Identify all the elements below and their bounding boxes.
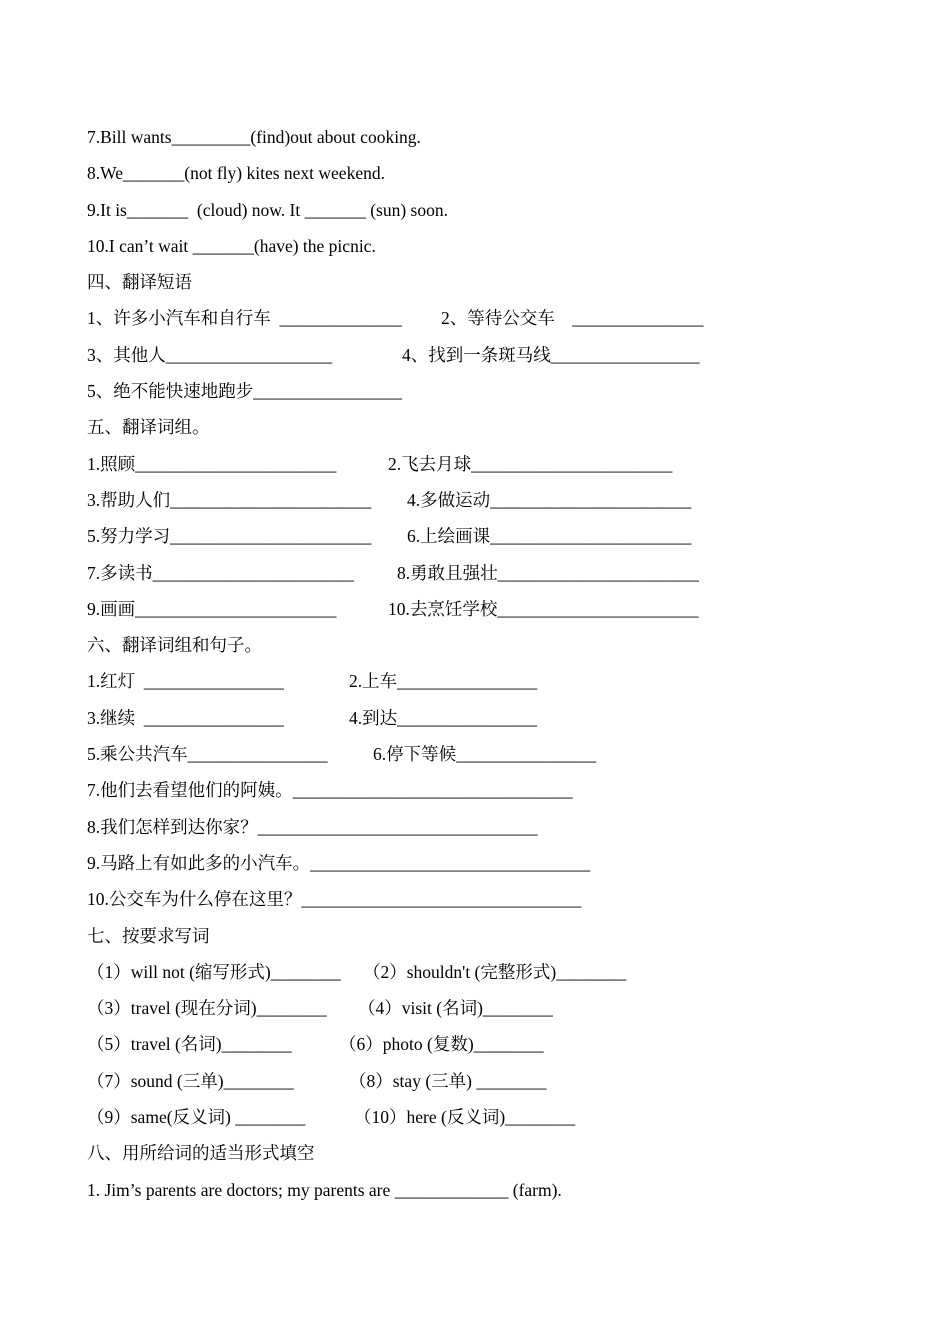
exercise-line	[87, 192, 887, 228]
line-text-right: 4.多做运动_______________________	[407, 489, 692, 510]
line-text: 10.I can’t wait _______(have) the picnic.	[87, 235, 376, 256]
line-text: 3.帮助人们_______________________	[87, 489, 372, 510]
exercise-line	[87, 1099, 887, 1135]
exercise-line	[87, 772, 887, 808]
exercise-line	[87, 809, 887, 845]
line-text: （5）travel (名词)________	[87, 1034, 292, 1055]
line-text-right: （8）stay (三单) ________	[349, 1070, 547, 1091]
line-text: 3、其他人___________________	[87, 344, 332, 365]
line-text: （7）sound (三单)________	[87, 1070, 294, 1091]
exercise-line	[87, 155, 887, 191]
line-text: （1）will not (缩写形式)________	[87, 961, 341, 982]
exercise-line	[87, 954, 887, 990]
section-title: 六、翻译词组和句子。	[87, 635, 262, 656]
worksheet-page	[87, 119, 887, 1208]
line-text: 7.他们去看望他们的阿姨。________________________________	[87, 780, 573, 801]
line-text-right: （10）here (反义词)________	[354, 1107, 576, 1128]
exercise-line	[87, 300, 887, 336]
section-title: 七、按要求写词	[87, 925, 210, 946]
exercise-line	[87, 591, 887, 627]
line-text: 1.红灯 ________________	[87, 671, 284, 692]
line-text-right: 2、等待公交车 _______________	[441, 308, 704, 329]
line-text: 5.努力学习_______________________	[87, 526, 372, 547]
line-text: 5、绝不能快速地跑步_________________	[87, 381, 402, 402]
exercise-line	[87, 1063, 887, 1099]
line-text: 1. Jim’s parents are doctors; my parents are _____________ (farm).	[87, 1179, 562, 1200]
line-text: 1.照顾_______________________	[87, 453, 337, 474]
section-heading	[87, 1135, 887, 1171]
line-text: （3）travel (现在分词)________	[87, 998, 327, 1019]
exercise-line	[87, 990, 887, 1026]
line-text: 3.继续 ________________	[87, 707, 284, 728]
section-heading	[87, 918, 887, 954]
line-text: 7.Bill wants_________(find)out about cooking.	[87, 127, 421, 147]
line-text-right: 2.上车________________	[349, 671, 538, 692]
line-text-right: （4）visit (名词)________	[358, 998, 553, 1019]
line-text: 10.公交车为什么停在这里？________________________________	[87, 889, 582, 910]
line-text: 7.多读书_______________________	[87, 562, 354, 583]
line-text-right: 4.到达________________	[349, 707, 538, 728]
line-text-right: 10.去烹饪学校_______________________	[388, 598, 699, 619]
section-title: 四、翻译短语	[87, 272, 192, 293]
exercise-line	[87, 700, 887, 736]
exercise-line	[87, 337, 887, 373]
exercise-line	[87, 446, 887, 482]
exercise-line	[87, 1172, 887, 1208]
exercise-line	[87, 663, 887, 699]
exercise-line	[87, 845, 887, 881]
exercise-line	[87, 555, 887, 591]
line-text-right: 4、找到一条斑马线_________________	[402, 344, 700, 365]
exercise-line	[87, 373, 887, 409]
line-text: 8.We_______(not fly) kites next weekend.	[87, 163, 385, 184]
exercise-line	[87, 482, 887, 518]
exercise-line	[87, 518, 887, 554]
section-heading	[87, 409, 887, 445]
line-text: 5.乘公共汽车________________	[87, 744, 328, 765]
line-text: 1、许多小汽车和自行车 ______________	[87, 308, 402, 329]
line-text: 9.It is_______ (cloud) now. It _______ (sun) soon.	[87, 199, 448, 220]
section-heading	[87, 627, 887, 663]
line-text-right: （6）photo (复数)________	[339, 1034, 544, 1055]
section-heading	[87, 264, 887, 300]
exercise-line	[87, 119, 887, 155]
line-text-right: 6.停下等候________________	[373, 744, 597, 765]
line-text: 9.画画_______________________	[87, 598, 337, 619]
line-text-right: 8.勇敢且强壮_______________________	[397, 562, 699, 583]
exercise-line	[87, 1026, 887, 1062]
exercise-line	[87, 881, 887, 917]
exercise-line	[87, 228, 887, 264]
line-text-right: 2.飞去月球_______________________	[388, 453, 673, 474]
exercise-line	[87, 736, 887, 772]
line-text: 8.我们怎样到达你家？________________________________	[87, 816, 538, 837]
line-text-right: 6.上绘画课_______________________	[407, 526, 692, 547]
line-text: 9.马路上有如此多的小汽车。________________________________	[87, 852, 591, 873]
line-text: （9）same(反义词) ________	[87, 1107, 306, 1128]
section-title: 五、翻译词组。	[87, 417, 210, 438]
section-title: 八、用所给词的适当形式填空	[87, 1143, 315, 1164]
line-text-right: （2）shouldn't (完整形式)________	[363, 961, 627, 982]
